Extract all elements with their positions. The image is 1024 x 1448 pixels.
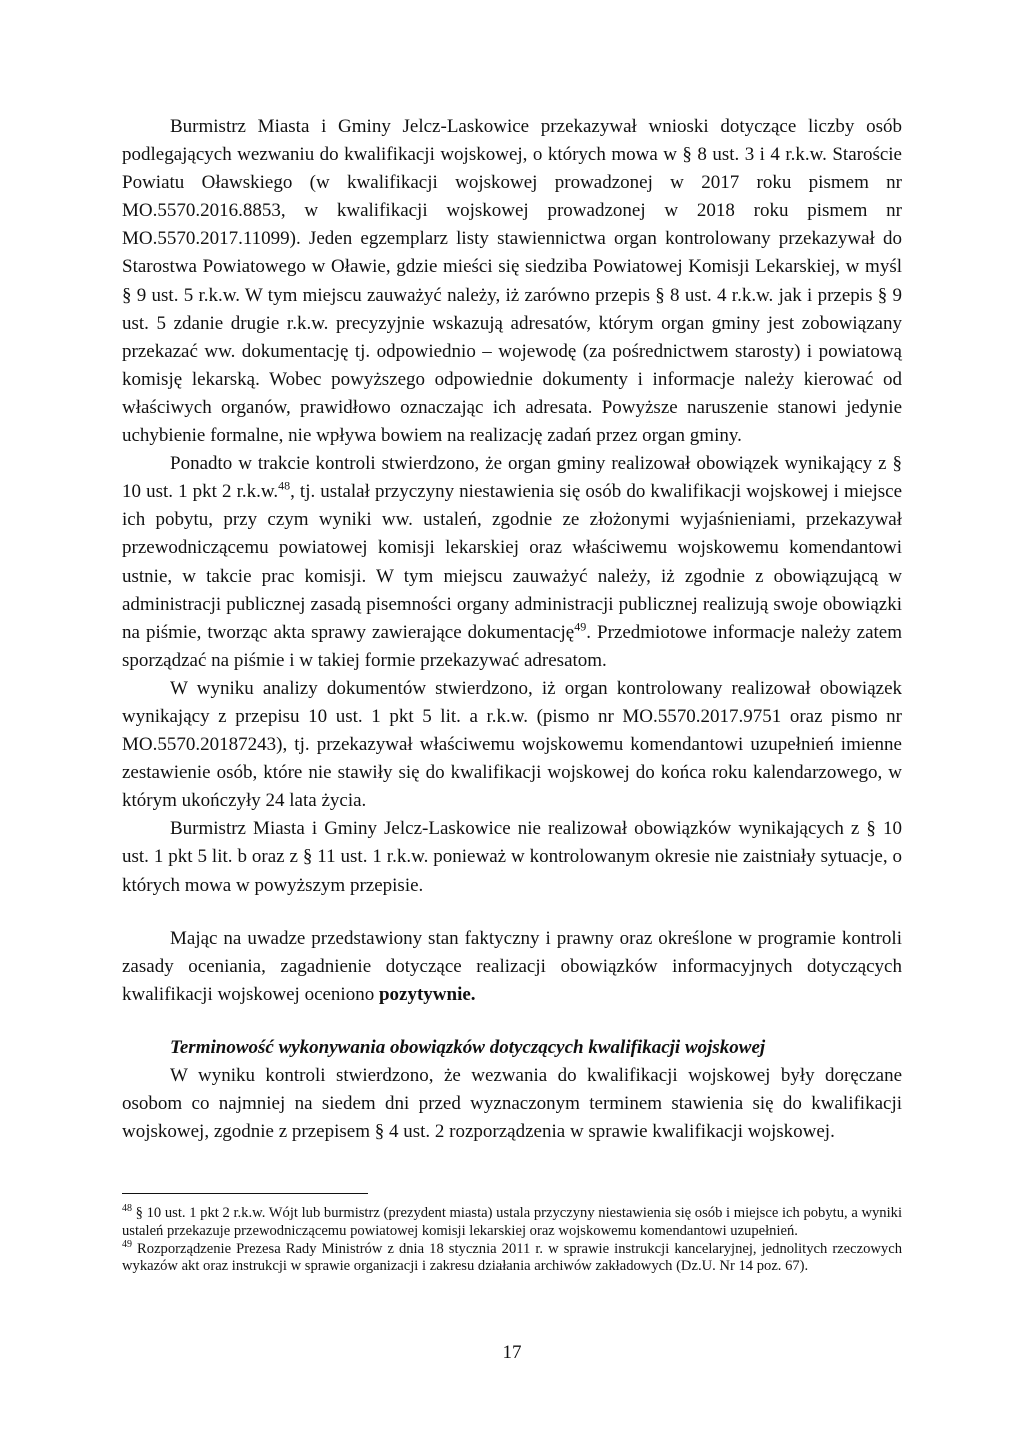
footnote-ref-48[interactable]: 48 — [278, 478, 291, 493]
paragraph-1: Burmistrz Miasta i Gminy Jelcz-Laskowice przekazywał wnioski dotyczące liczby osób podlegających wezwaniu do kwalifikacji wojskowej, o których mowa w § 8 ust. 3 i 4 r.k.w. Staroście Powiatu Oławskiego (w kwalifikacji wojskowej prowadzonej w 2017 roku pismem nr MO.5570.2016.8853, w kwalifikacji wojskowej prowadzonej w 2018 roku pismem nr MO.5570.2017.11099). Jeden egzemplarz listy stawiennictwa organ kontrolowany przekazywał do Starostwa Powiatowego w Oławie, gdzie mieści się siedziba Powiatowej Komisji Lekarskiej, w myśl § 9 ust. 5 r.k.w. W tym miejscu zauważyć należy, iż zarówno przepis § 8 ust. 4 r.k.w. jak i przepis § 9 ust. 5 zdanie drugie r.k.w. precyzyjnie wskazują adresatów, którym organ gminy jest zobowiązany przekazać ww. dokumentację tj. odpowiednio – wojewodę (za pośrednictwem starosty) i powiatową komisję lekarską. Wobec powyższego odpowiednie dokumenty i informacje należy kierować od właściwych organów, prawidłowo oznaczając ich adresata. Powyższe naruszenie stanowi jedynie uchybienie formalne, nie wpływa bowiem na realizację zadań przez organ gminy. — [122, 116, 902, 447]
paragraph-2-part-a: Ponadto w trakcie kontroli stwierdzono, że organ gminy realizował obowiązek wynikający z § 10 ust. 1 pkt 2 r.k.w. — [122, 453, 902, 503]
paragraph-3: W wyniku analizy dokumentów stwierdzono, iż organ kontrolowany realizował obowiązek wynikający z przepisu 10 ust. 1 pkt 5 lit. a r.k.w. (pismo nr MO.5570.2017.9751 oraz pismo nr MO.5570.20187243), tj. przekazywał właściwemu wojskowemu komendantowi uzupełnień imienne zestawienie osób, które nie stawiły się do kwalifikacji wojskowej do końca roku kalendarzowego, w którym ukończyły 24 lata życia. — [122, 677, 902, 812]
footnote-ref-49[interactable]: 49 — [574, 619, 587, 634]
footnote-number: 48 — [122, 1203, 132, 1215]
paragraph-6: W wyniku kontroli stwierdzono, że wezwania do kwalifikacji wojskowej były doręczane osobom co najmniej na siedem dni przed wyznaczonym terminem stawienia się do kwalifikacji wojskowej, zgodnie z przepisem § 4 ust. 2 rozporządzenia w sprawie kwalifikacji wojskowej. — [122, 1065, 902, 1143]
footnote-text: § 10 ust. 1 pkt 2 r.k.w. Wójt lub burmistrz (prezydent miasta) ustala przyczyny niestawienia się osób i miejsce ich pobytu, a wyniki ustaleń przekazuje przewodniczącemu powiatowej komisji lekarskiej oraz wojskowemu komendantowi uzupełnień. — [122, 1205, 902, 1239]
paragraph-2 — [122, 450, 902, 675]
spacer — [122, 900, 902, 925]
body-text — [122, 113, 902, 1146]
paragraph-4: Burmistrz Miasta i Gminy Jelcz-Laskowice nie realizował obowiązków wynikających z § 10 ust. 1 pkt 5 lit. b oraz z § 11 ust. 1 r.k.w. ponieważ w kontrolowanym okresie nie zaistniały sytuacje, o których mowa w powyższym przepisie. — [122, 818, 902, 896]
page-number: 17 — [502, 1342, 522, 1363]
paragraph-2-part-b: , tj. ustalał przyczyny niestawienia się osób do kwalifikacji wojskowej i miejsce ich pobytu, przy czym wyniki ww. ustaleń, zgodnie ze złożonymi wyjaśnieniami, przekazywał przewodniczącemu powiatowej komisji lekarskiej oraz właściwemu wojskowemu komendantowi ustnie, w takcie prac komisji. W tym miejscu zauważyć należy, iż zgodnie z obowiązującą w administracji publicznej zasadą pisemności organy administracji publicznej realizują swoje obowiązki na piśmie, tworząc akta sprawy zawierające dokumentację — [122, 481, 903, 643]
paragraph-5-text: Mając na uwadze przedstawiony stan faktyczny i prawny oraz określone w programie kontroli zasady oceniania, zagadnienie dotyczące realizacji obowiązków informacyjnych dotyczących kwalifikacji wojskowej oceniono — [122, 927, 902, 1005]
footnotes — [122, 1205, 902, 1276]
footnote-separator — [122, 1193, 368, 1194]
footnote-number: 49 — [122, 1238, 132, 1250]
footnote-49 — [122, 1238, 902, 1277]
paragraph-2-part-c: . Przedmiotowe informacje należy zatem sporządzać na piśmie i w takiej formie przekazywać adresatom. — [122, 621, 903, 671]
assessment-result: pozytywnie. — [378, 983, 476, 1005]
footnote-48 — [122, 1205, 902, 1241]
section-heading: Terminowość wykonywania obowiązków dotyczących kwalifikacji wojskowej — [170, 1036, 766, 1058]
spacer — [122, 1009, 902, 1034]
paragraph-5 — [122, 925, 902, 1009]
footnote-text: Rozporządzenie Prezesa Rady Ministrów z dnia 18 stycznia 2011 r. w sprawie instrukcji kancelaryjnej, jednolitych rzeczowych wykazów akt oraz instrukcji w sprawie organizacji i zakresu działania archiwów zakładowych (Dz.U. Nr 14 poz. 67). — [122, 1240, 902, 1275]
